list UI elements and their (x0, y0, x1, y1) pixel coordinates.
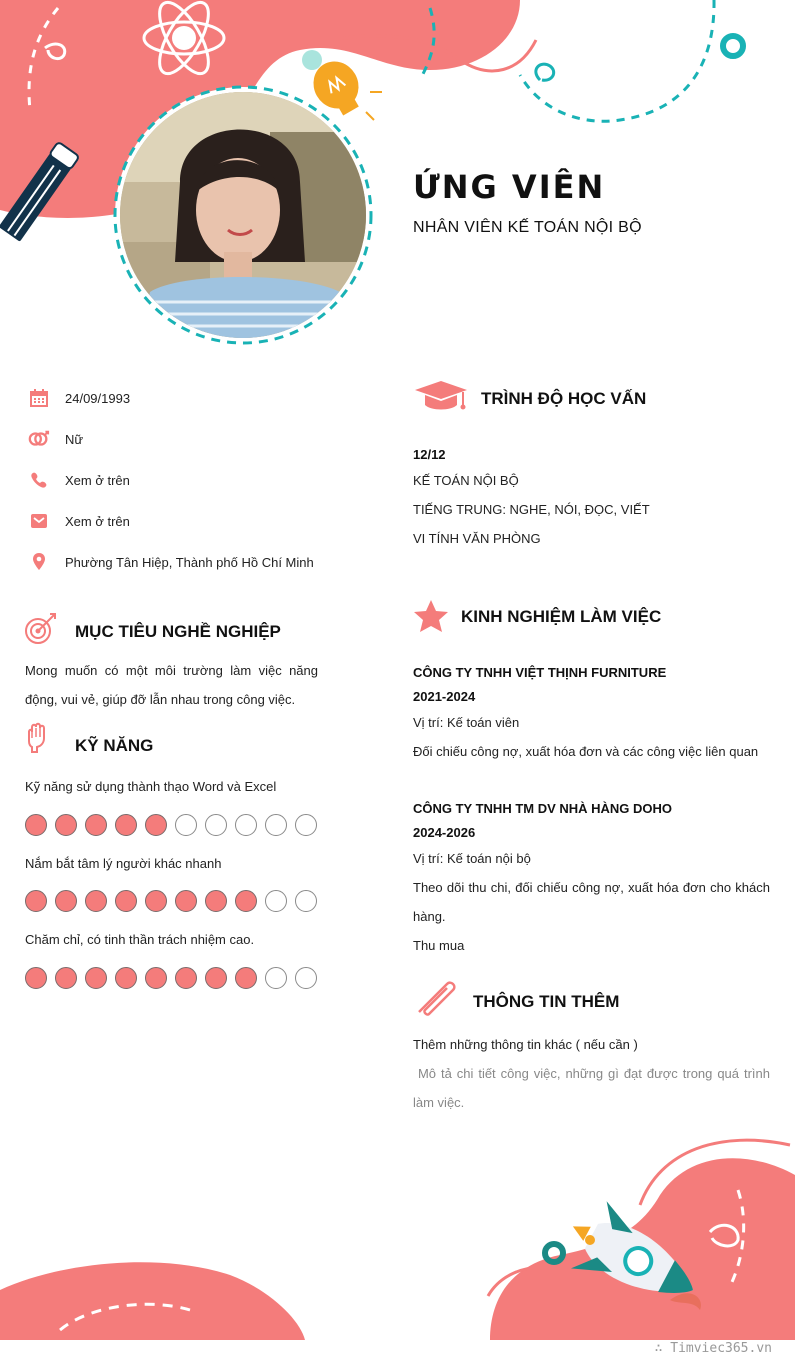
job-details: Theo dõi thu chi, đối chiếu công nợ, xuất hóa đơn cho khách hàng. (413, 880, 770, 924)
more-info-description: Mô tả chi tiết công việc, những gì đạt được trong quá trình làm việc. (413, 1066, 774, 1110)
raised-fist-icon (26, 722, 48, 759)
objective-title: MỤC TIÊU NGHỀ NGHIỆP (75, 622, 281, 641)
rating-dot-filled (55, 967, 77, 989)
location-pin-icon (28, 551, 50, 573)
more-info-title: THÔNG TIN THÊM (473, 992, 620, 1011)
skill-name: Chăm chỉ, có tinh thần trách nhiệm cao. (25, 932, 255, 947)
rating-dot-filled (175, 890, 197, 912)
rating-dot-filled (25, 814, 47, 836)
rating-dot-filled (145, 890, 167, 912)
rating-dot-filled (115, 890, 137, 912)
phone-icon (28, 469, 50, 491)
company-name: CÔNG TY TNHH VIỆT THỊNH FURNITURE (413, 665, 667, 680)
rating-dot-filled (115, 967, 137, 989)
gender-icon (28, 428, 50, 450)
rating-dot-filled (145, 967, 167, 989)
rating-dot-filled (175, 967, 197, 989)
rating-dot-empty (265, 890, 287, 912)
rating-dot-filled (85, 814, 107, 836)
rating-dot-filled (25, 890, 47, 912)
rating-dot-filled (205, 967, 227, 989)
job-period: 2024-2026 (413, 825, 476, 840)
job-role: Vị trí: Kế toán nội bộ (413, 851, 531, 866)
skill-rating (25, 890, 317, 912)
rating-dot-filled (205, 890, 227, 912)
phone-value: Xem ở trên (65, 472, 130, 488)
rating-dot-empty (235, 814, 257, 836)
objective-text: Mong muốn có một môi trường làm việc năng động, vui vẻ, giúp đỡ lẫn nhau trong công việc. (25, 663, 318, 707)
rating-dot-empty (295, 967, 317, 989)
education-line: VI TÍNH VĂN PHÒNG (413, 531, 541, 546)
portrait-photo (120, 92, 366, 338)
education-line: TIẾNG TRUNG: NGHE, NÓI, ĐỌC, VIẾT (413, 502, 650, 517)
rating-dot-empty (295, 814, 317, 836)
gender-value: Nữ (65, 431, 84, 447)
job-extra: Thu mua (413, 938, 465, 953)
education-title: TRÌNH ĐỘ HỌC VẤN (481, 389, 647, 408)
rating-dot-empty (265, 814, 287, 836)
star-icon (413, 599, 449, 638)
address-row (28, 550, 314, 574)
birthday-value: 24/09/1993 (65, 390, 131, 406)
skill-name: Nắm bắt tâm lý người khác nhanh (25, 856, 222, 871)
rating-dot-empty (295, 890, 317, 912)
graduation-cap-icon (413, 380, 469, 419)
company-name: CÔNG TY TNHH TM DV NHÀ HÀNG DOHO (413, 801, 673, 816)
brand-watermark: ∴ Timviec365.vn (654, 1341, 772, 1356)
skill-rating (25, 814, 317, 836)
rating-dot-filled (145, 814, 167, 836)
phone-row (28, 468, 130, 492)
rating-dot-filled (25, 967, 47, 989)
skills-title: KỸ NĂNG (75, 736, 154, 755)
job-period: 2021-2024 (413, 689, 476, 704)
birthday-row (28, 386, 131, 410)
skill-name: Kỹ năng sử dụng thành thạo Word và Excel (25, 779, 277, 794)
rating-dot-filled (235, 967, 257, 989)
rating-dot-filled (55, 814, 77, 836)
job-role: Vị trí: Kế toán viên (413, 715, 520, 730)
job-details: Đối chiếu công nợ, xuất hóa đơn và các công việc liên quan (413, 744, 759, 759)
job-position: NHÂN VIÊN KẾ TOÁN NỘI BỘ (413, 219, 642, 236)
calendar-icon (28, 387, 50, 409)
education-level: 12/12 (413, 447, 446, 462)
paperclip-icon (415, 980, 459, 1025)
rating-dot-empty (265, 967, 287, 989)
rating-dot-filled (85, 890, 107, 912)
email-icon (28, 510, 50, 532)
rating-dot-empty (205, 814, 227, 836)
avatar (120, 92, 366, 338)
education-line: KẾ TOÁN NỘI BỘ (413, 473, 519, 488)
rating-dot-filled (235, 890, 257, 912)
target-icon (24, 611, 58, 650)
address-value: Phường Tân Hiệp, Thành phố Hồ Chí Minh (65, 554, 314, 570)
rating-dot-filled (85, 967, 107, 989)
email-row (28, 509, 130, 533)
candidate-name: ỨNG VIÊN (413, 168, 606, 206)
more-info-line: Thêm những thông tin khác ( nếu cần ) (413, 1037, 638, 1052)
skill-rating (25, 967, 317, 989)
gender-row (28, 427, 84, 451)
rating-dot-filled (115, 814, 137, 836)
avatar-frame (112, 84, 374, 346)
email-value: Xem ở trên (65, 513, 130, 529)
rating-dot-empty (175, 814, 197, 836)
rating-dot-filled (55, 890, 77, 912)
experience-title: KINH NGHIỆM LÀM VIỆC (461, 607, 662, 626)
